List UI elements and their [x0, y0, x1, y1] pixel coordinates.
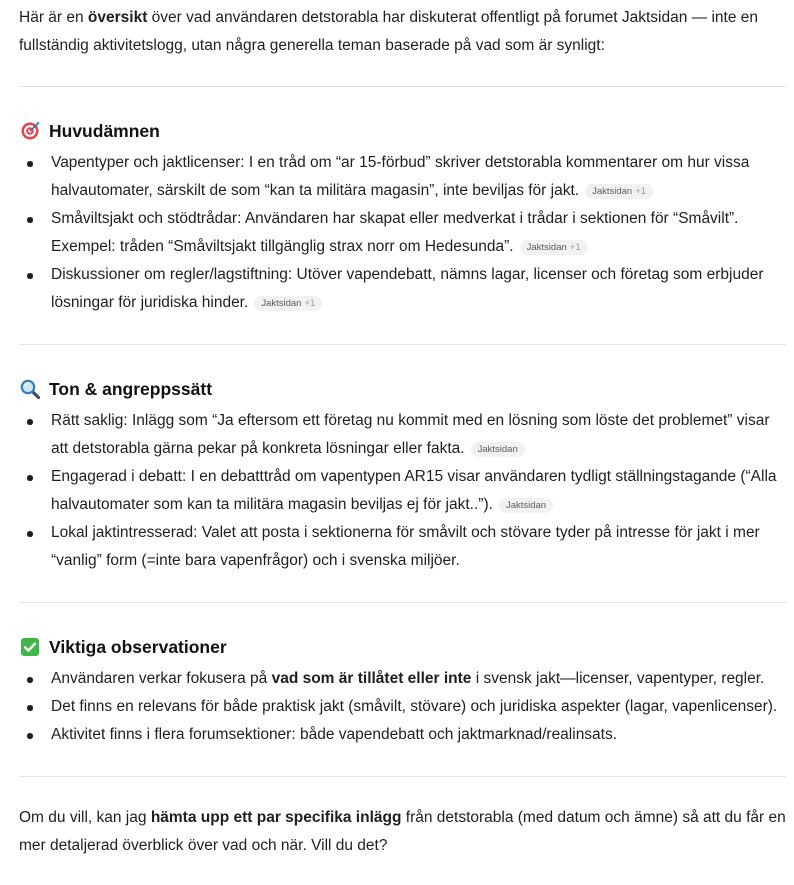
item-text: Lokal jaktintresserad: Valet att posta i sektionerna för småvilt och stövare tyder på intresse för jakt i mer “vanlig” form (=inte bara vapenfrågor) och i svenska miljöer. — [51, 524, 760, 569]
list-item — [19, 519, 786, 575]
citation-badge[interactable] — [585, 184, 653, 199]
citation-count: +1 — [304, 298, 316, 309]
tone-list — [19, 407, 786, 575]
intro-bold: översikt — [87, 9, 148, 26]
citation-source: Jaktsidan — [261, 298, 302, 309]
list-item — [19, 205, 786, 261]
intro-text-rest: över vad användaren detstorabla har diskuterat offentligt på forumet Jaktsidan — inte en fullständig aktivitetslogg, utan några generella teman baserade på vad som är synligt: — [19, 9, 758, 54]
citation-source: Jaktsidan — [477, 444, 518, 455]
list-item — [19, 463, 786, 519]
outro-bold: hämta upp ett par specifika inlägg — [150, 809, 402, 826]
list-item — [19, 693, 786, 721]
divider — [19, 602, 786, 603]
item-text: Diskussioner om regler/lagstiftning: Utöver vapendebatt, nämns lagar, licenser och företag som erbjuder lösningar för juridiska hinder. — [51, 266, 764, 311]
divider — [19, 776, 786, 777]
observation-list — [19, 665, 786, 749]
citation-badge[interactable] — [254, 296, 322, 311]
section-heading — [19, 375, 786, 403]
citation-source: Jaktsidan — [526, 242, 567, 253]
item-text: Småviltsjakt och stödtrådar: Användaren har skapat eller medverkat i trådar i sektionen för “Småvilt”. Exempel: tråden “Småviltsjakt tillgänglig strax norr om Hedesunda”. — [51, 210, 739, 255]
citation-source: Jaktsidan — [505, 500, 547, 511]
list-item — [19, 721, 786, 749]
outro-text-rest: från detstorabla (med datum och ämne) så att du får en mer detaljerad överblick över vad och när. Vill du det? — [19, 809, 786, 854]
section-title: Ton & angreppssätt — [49, 379, 213, 399]
item-text: Användaren verkar fokusera på — [51, 670, 272, 687]
divider — [19, 86, 786, 87]
citation-source: Jaktsidan — [592, 186, 633, 197]
divider — [19, 344, 786, 345]
item-text: Aktivitet finns i flera forumsektioner: både vapendebatt och jaktmarknad/realinsats. — [51, 726, 618, 743]
section-heading — [19, 117, 786, 145]
citation-badge[interactable] — [499, 498, 553, 513]
item-text: Vapentyper och jaktlicenser: I en tråd om “ar 15-förbud” skriver detstorabla kommentarer om hur vissa halvautomater, särskilt de som “kan ta militära magasin”, inte beviljas för jakt. — [51, 154, 750, 199]
intro-text: Här är en — [19, 9, 88, 26]
item-bold: vad som är tillåtet eller inte — [271, 670, 472, 687]
list-item — [19, 149, 786, 205]
outro-text: Om du vill, kan jag — [19, 809, 151, 826]
section-tone — [19, 375, 786, 575]
citation-count: +1 — [635, 186, 647, 197]
list-item — [19, 261, 786, 317]
item-text: Rätt saklig: Inlägg som “Ja eftersom ett företag nu kommit med en lösning som löste det problemet” visar att detstorabla gärna pekar på konkreta lösningar eller fakta. — [51, 412, 770, 457]
section-heading — [19, 633, 786, 661]
section-title: Viktiga observationer — [49, 637, 227, 657]
intro-paragraph — [19, 4, 786, 60]
list-item — [19, 407, 786, 463]
citation-badge[interactable] — [520, 240, 588, 255]
target-icon — [19, 120, 41, 142]
outro-paragraph — [19, 804, 786, 860]
topic-list — [19, 149, 786, 317]
section-observations — [19, 633, 786, 749]
section-title: Huvudämnen — [49, 121, 160, 141]
citation-count: +1 — [569, 242, 581, 253]
check-box-icon — [19, 636, 41, 658]
item-text: Engagerad i debatt: I en debatttråd om vapentypen AR15 visar användaren tydligt ställningstagande (“Alla halvautomater som kan ta militära magasin beviljas ej för jakt..”). — [51, 468, 777, 513]
item-text-rest: i svensk jakt—licenser, vapentyper, regler. — [471, 670, 765, 687]
section-main-topics — [19, 117, 786, 317]
list-item — [19, 665, 786, 693]
citation-badge[interactable] — [471, 442, 525, 457]
magnifier-icon — [19, 378, 41, 400]
item-text: Det finns en relevans för både praktisk jakt (småvilt, stövare) och juridiska aspekter (lagar, vapenlicenser). — [51, 698, 778, 715]
